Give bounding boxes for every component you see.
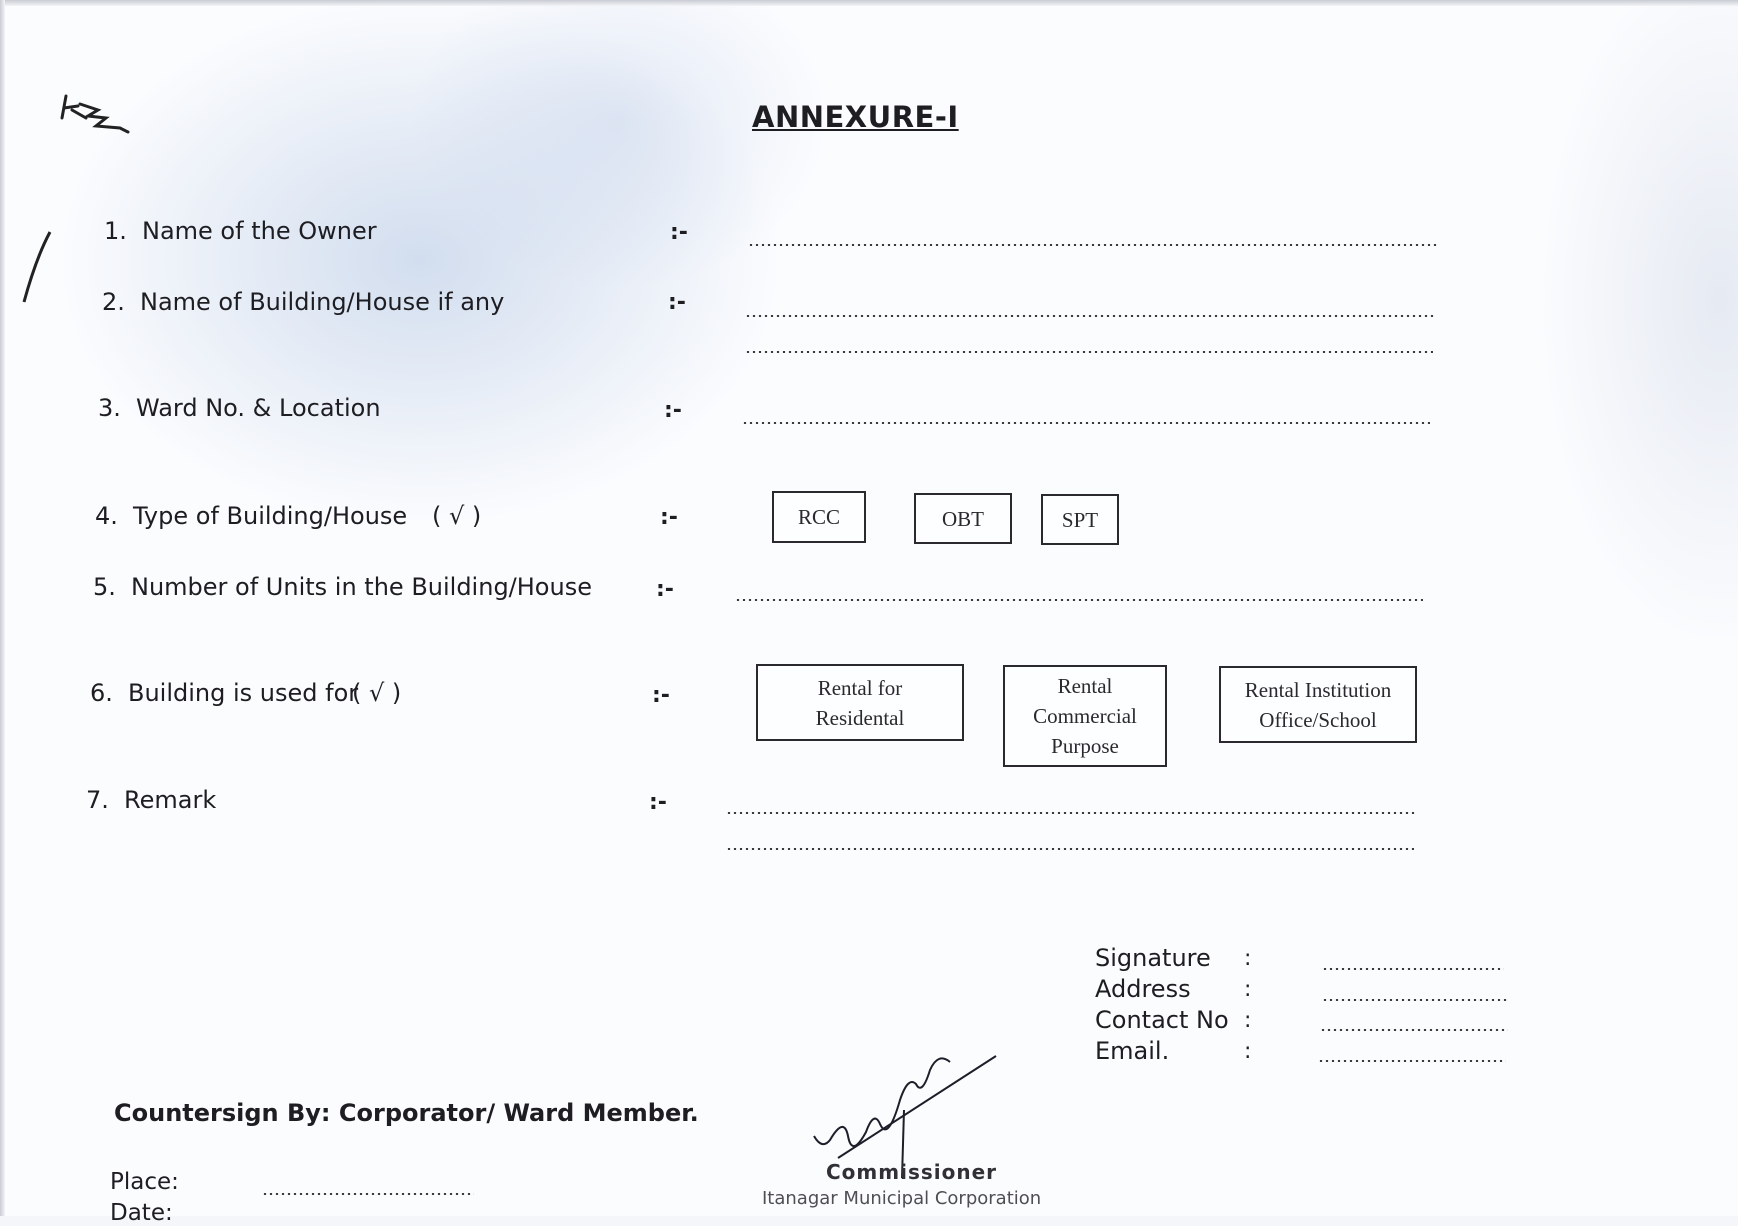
field-colon: :- xyxy=(670,220,688,245)
scan-edge-top xyxy=(0,0,1738,6)
margin-pen-mark-icon xyxy=(18,228,58,308)
contact-no-label: Contact No xyxy=(1095,1006,1229,1034)
remark-blank-line-2[interactable] xyxy=(726,848,1414,850)
field-colon: :- xyxy=(649,790,667,815)
contact-colon: : xyxy=(1244,1008,1252,1033)
field-number: 4. xyxy=(95,502,118,530)
units-blank-line[interactable] xyxy=(735,599,1423,601)
form-title: ANNEXURE-I xyxy=(752,100,959,134)
ward-location-blank-line[interactable] xyxy=(742,422,1430,424)
building-name-blank-line[interactable] xyxy=(745,315,1435,317)
tick-instruction: ( √ ) xyxy=(432,502,482,530)
field-number: 6. xyxy=(90,679,113,707)
field-number: 7. xyxy=(86,786,109,814)
field-colon: :- xyxy=(652,683,670,708)
field-label: Number of Units in the Building/House xyxy=(131,573,592,601)
field-row-ward-location xyxy=(98,394,381,422)
contact-no-blank-line[interactable] xyxy=(1320,1029,1508,1031)
tick-instruction: ( √ ) xyxy=(352,679,402,707)
stamp-commissioner: Commissioner xyxy=(826,1160,998,1184)
building-name-blank-line-2[interactable] xyxy=(745,351,1433,353)
checkbox-rental-residential[interactable]: Rental for Residental xyxy=(756,664,964,741)
checkbox-rental-commercial[interactable]: Rental Commercial Purpose xyxy=(1003,665,1167,767)
field-row-usage xyxy=(90,679,358,707)
field-number: 1. xyxy=(104,217,127,245)
checkbox-rcc[interactable]: RCC xyxy=(772,491,866,543)
field-number: 3. xyxy=(98,394,121,422)
email-blank-line[interactable] xyxy=(1318,1060,1506,1062)
contact-colon: : xyxy=(1244,946,1252,971)
field-row-building-type xyxy=(95,502,407,530)
scan-edge-left xyxy=(0,0,5,1216)
handwritten-initials-icon xyxy=(58,88,138,148)
field-colon: :- xyxy=(660,505,678,530)
owner-name-blank-line[interactable] xyxy=(748,244,1438,246)
field-colon: :- xyxy=(664,398,682,423)
signature-label: Signature xyxy=(1095,944,1211,972)
field-number: 5. xyxy=(93,573,116,601)
field-colon: :- xyxy=(656,577,674,602)
field-label: Name of Building/House if any xyxy=(140,288,505,316)
checkbox-spt[interactable]: SPT xyxy=(1041,494,1119,545)
field-label: Type of Building/House xyxy=(133,502,408,530)
stamp-organisation: Itanagar Municipal Corporation xyxy=(762,1188,1042,1209)
countersign-heading: Countersign By: Corporator/ Ward Member. xyxy=(114,1099,699,1127)
field-row-building-name xyxy=(102,288,504,316)
contact-colon: : xyxy=(1244,1039,1252,1064)
field-colon: :- xyxy=(668,290,686,315)
date-label: Date: xyxy=(110,1200,173,1226)
field-label: Ward No. & Location xyxy=(136,394,381,422)
field-row-owner-name xyxy=(104,217,377,245)
address-blank-line[interactable] xyxy=(1322,999,1508,1001)
place-label: Place: xyxy=(110,1169,179,1195)
address-label: Address xyxy=(1095,975,1191,1003)
field-label: Building is used for xyxy=(128,679,359,707)
place-blank-line[interactable] xyxy=(262,1193,474,1195)
signature-blank-line[interactable] xyxy=(1322,968,1504,970)
checkbox-obt[interactable]: OBT xyxy=(914,493,1012,544)
field-label: Name of the Owner xyxy=(142,217,377,245)
field-label: Remark xyxy=(124,786,217,814)
field-number: 2. xyxy=(102,288,125,316)
field-row-units xyxy=(93,573,592,601)
email-label: Email. xyxy=(1095,1037,1170,1065)
remark-blank-line[interactable] xyxy=(726,812,1416,814)
field-row-remark xyxy=(86,786,216,814)
checkbox-rental-institution[interactable]: Rental Institution Office/School xyxy=(1219,666,1417,743)
contact-colon: : xyxy=(1244,977,1252,1002)
